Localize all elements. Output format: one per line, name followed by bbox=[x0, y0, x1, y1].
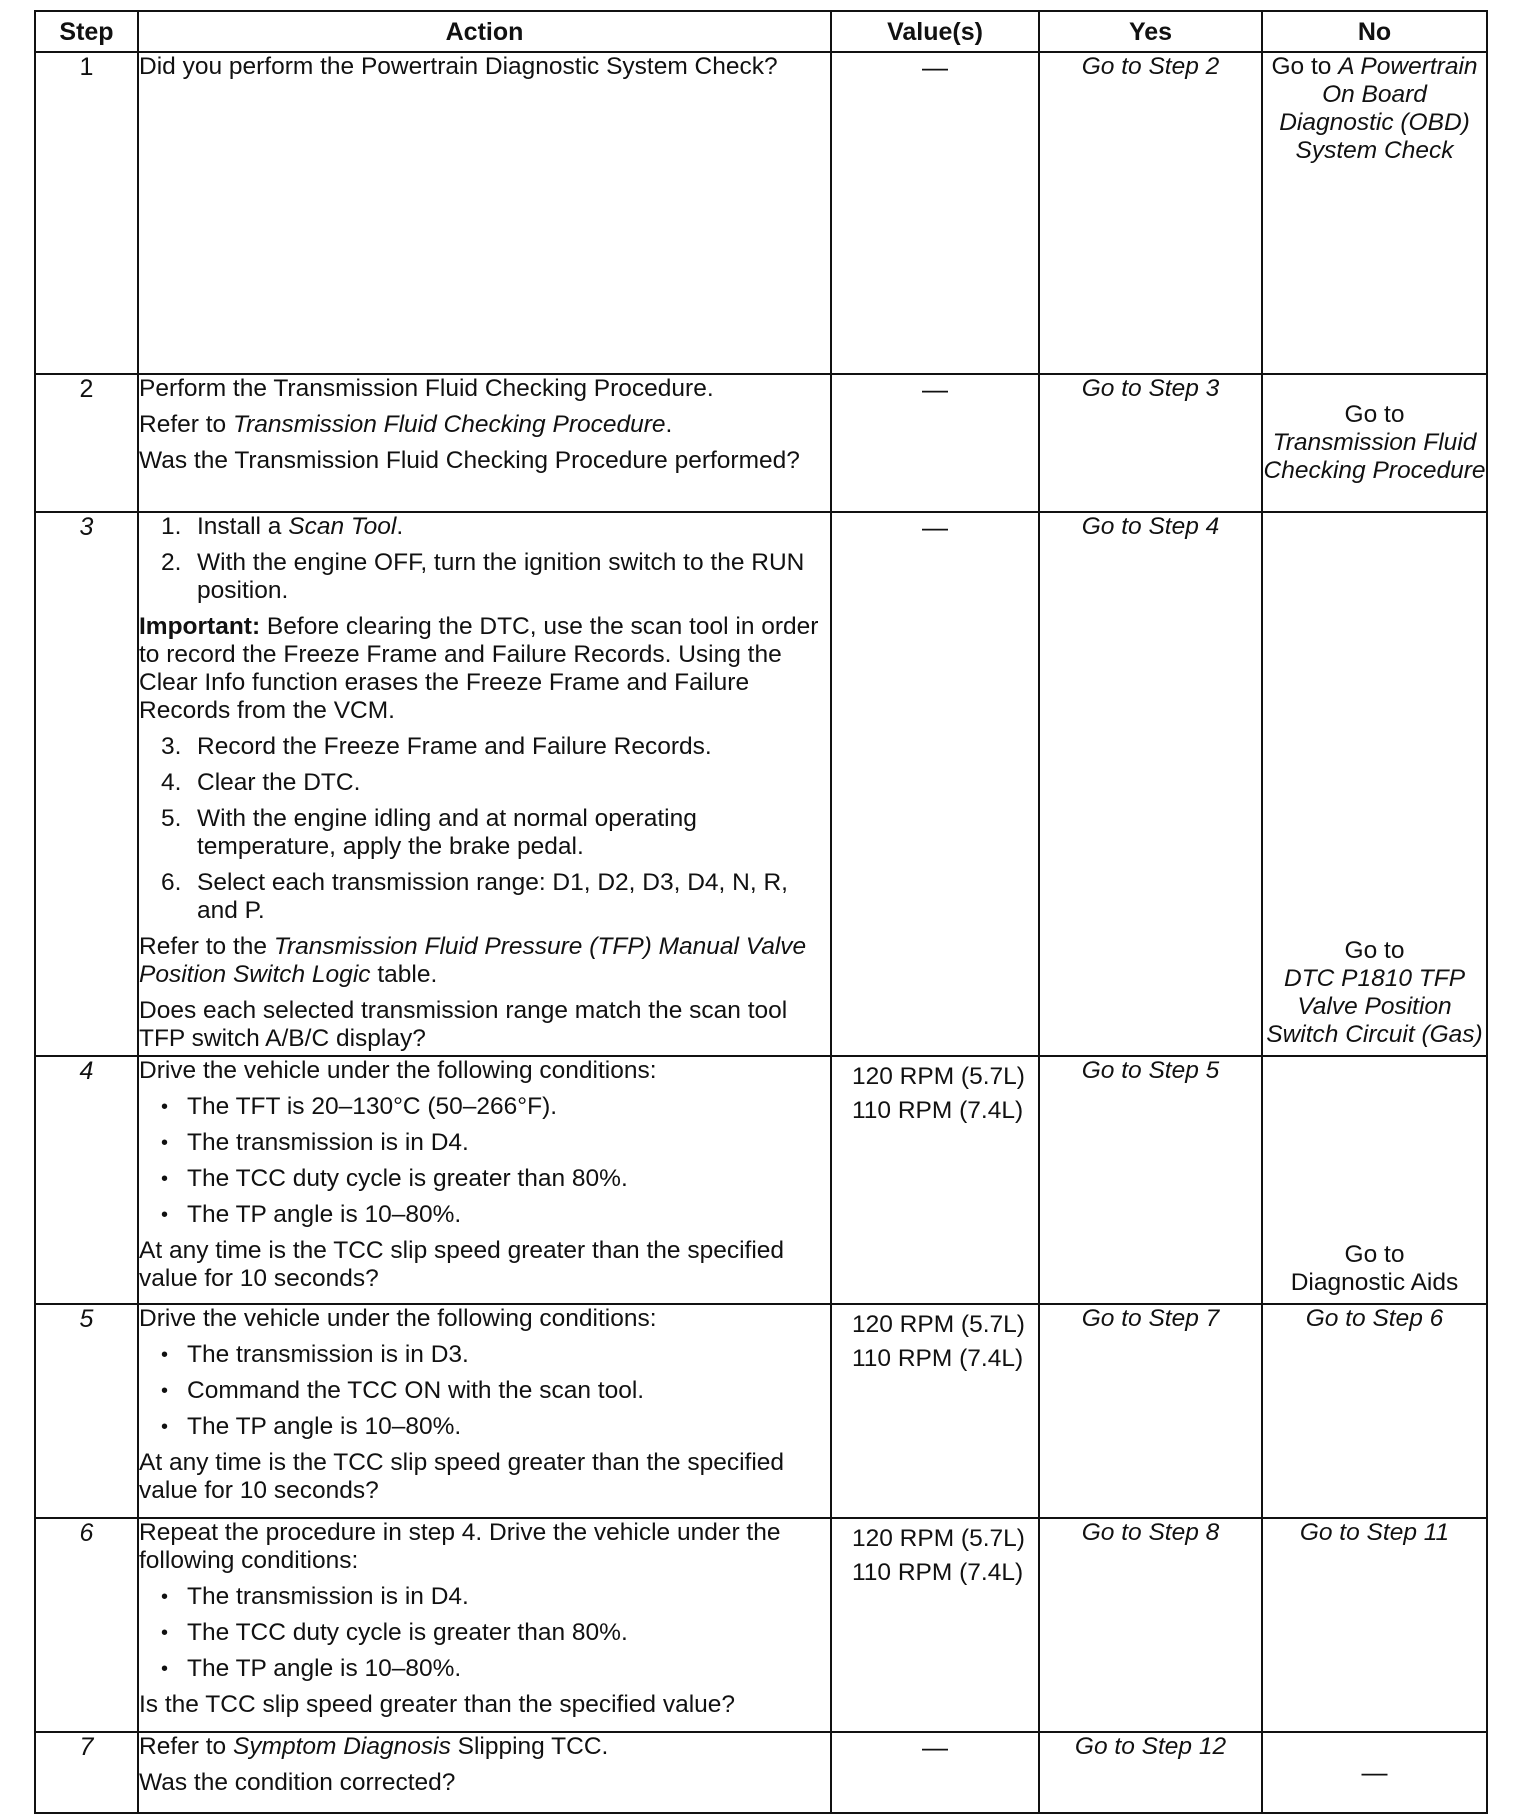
condition-list bbox=[139, 1093, 830, 1229]
value-text: — bbox=[922, 374, 948, 404]
action-question: Did you perform the Powertrain Diagnostic System Check? bbox=[139, 53, 778, 80]
important-note bbox=[139, 613, 830, 725]
action-cell bbox=[138, 374, 831, 512]
action-cell bbox=[138, 512, 831, 1056]
action-question: At any time is the TCC slip speed greater than the specified value for 10 seconds? bbox=[139, 1449, 785, 1504]
no-cell bbox=[1262, 1056, 1487, 1304]
no-prefix: Go to bbox=[1344, 1241, 1405, 1268]
ref-suffix: . bbox=[665, 411, 673, 438]
no-target: Diagnostic Aids bbox=[1290, 1269, 1459, 1296]
bullet-icon: • bbox=[161, 1096, 169, 1118]
action-question: Was the Transmission Fluid Checking Procedure performed? bbox=[139, 447, 800, 474]
list-item bbox=[139, 513, 830, 541]
header-values: Value(s) bbox=[831, 11, 1039, 52]
ref-target[interactable]: Symptom Diagnosis bbox=[232, 1733, 451, 1760]
action-reference bbox=[139, 1733, 830, 1761]
ref-suffix: Slipping TCC. bbox=[450, 1733, 609, 1760]
action-question: Was the condition corrected? bbox=[139, 1769, 456, 1796]
list-item bbox=[139, 549, 830, 605]
no-cell bbox=[1262, 374, 1487, 512]
list-item bbox=[139, 769, 830, 797]
bullet-icon: • bbox=[161, 1344, 169, 1366]
action-intro: Drive the vehicle under the following conditions: bbox=[139, 1057, 657, 1084]
item-suffix: . bbox=[396, 513, 404, 540]
bullet-icon: • bbox=[161, 1586, 169, 1608]
ref-suffix: table. bbox=[370, 961, 438, 988]
list-item bbox=[139, 805, 830, 861]
item-text: With the engine OFF, turn the ignition switch to the RUN position. bbox=[197, 549, 805, 604]
no-link[interactable] bbox=[1264, 401, 1486, 484]
value-text: 120 RPM (5.7L) bbox=[852, 1525, 1025, 1552]
item-text: The transmission is in D3. bbox=[187, 1341, 469, 1368]
list-item bbox=[139, 869, 830, 925]
yes-cell bbox=[1039, 512, 1262, 1056]
header-yes: Yes bbox=[1039, 11, 1262, 52]
header-no: No bbox=[1262, 11, 1487, 52]
table-row bbox=[35, 374, 1487, 512]
value-cell bbox=[831, 1732, 1039, 1813]
value-text: 110 RPM (7.4L) bbox=[852, 1559, 1024, 1586]
list-item bbox=[139, 1619, 830, 1647]
no-link[interactable] bbox=[1271, 53, 1477, 164]
procedure-list bbox=[139, 513, 830, 605]
no-target: A Powertrain On Board Diagnostic (OBD) System Check bbox=[1279, 53, 1478, 164]
ref-prefix: Refer to the bbox=[139, 933, 274, 960]
list-item bbox=[139, 1655, 830, 1683]
yes-link[interactable]: Go to Step 5 bbox=[1081, 1057, 1220, 1084]
value-cell bbox=[831, 1056, 1039, 1304]
item-ref[interactable]: Scan Tool bbox=[288, 513, 397, 540]
yes-cell bbox=[1039, 1056, 1262, 1304]
no-cell bbox=[1262, 52, 1487, 374]
list-item bbox=[139, 1413, 830, 1441]
value-text: 120 RPM (5.7L) bbox=[852, 1063, 1025, 1090]
item-text: Command the TCC ON with the scan tool. bbox=[187, 1377, 645, 1404]
action-cell bbox=[138, 52, 831, 374]
yes-link[interactable]: Go to Step 8 bbox=[1081, 1519, 1220, 1546]
no-cell bbox=[1262, 1518, 1487, 1732]
action-intro: Repeat the procedure in step 4. Drive the vehicle under the following conditions: bbox=[139, 1519, 781, 1574]
ref-prefix: Refer to bbox=[139, 411, 233, 438]
value-text: — bbox=[922, 52, 948, 82]
table-row bbox=[35, 1304, 1487, 1518]
step-number: 6 bbox=[35, 1518, 138, 1732]
item-text: The TCC duty cycle is greater than 80%. bbox=[187, 1165, 628, 1192]
list-item bbox=[139, 1341, 830, 1369]
action-cell bbox=[138, 1304, 831, 1518]
value-cell bbox=[831, 1304, 1039, 1518]
value-text: — bbox=[922, 1732, 948, 1762]
bullet-icon: • bbox=[161, 1622, 169, 1644]
list-item bbox=[139, 1093, 830, 1121]
ref-target[interactable]: Transmission Fluid Checking Procedure bbox=[232, 411, 666, 438]
condition-list bbox=[139, 1341, 830, 1441]
bullet-icon: • bbox=[161, 1658, 169, 1680]
action-cell bbox=[138, 1056, 831, 1304]
bullet-icon: • bbox=[161, 1168, 169, 1190]
no-target: Transmission Fluid Checking Procedure bbox=[1263, 429, 1486, 484]
yes-link[interactable]: Go to Step 2 bbox=[1081, 53, 1220, 80]
no-text: — bbox=[1361, 1756, 1388, 1787]
list-item bbox=[139, 1165, 830, 1193]
header-action: Action bbox=[138, 11, 831, 52]
step-number: 2 bbox=[35, 374, 138, 512]
item-text: The transmission is in D4. bbox=[187, 1129, 469, 1156]
item-text: The TFT is 20–130°C (50–266°F). bbox=[187, 1093, 558, 1120]
item-number: 2. bbox=[161, 549, 182, 576]
no-cell bbox=[1262, 512, 1487, 1056]
no-prefix: Go to bbox=[1344, 401, 1405, 428]
action-intro: Drive the vehicle under the following conditions: bbox=[139, 1305, 657, 1332]
step-number: 1 bbox=[35, 52, 138, 374]
action-line: Perform the Transmission Fluid Checking Procedure. bbox=[139, 375, 714, 402]
table-row bbox=[35, 52, 1487, 374]
value-text: 110 RPM (7.4L) bbox=[852, 1345, 1024, 1372]
no-prefix: Go to bbox=[1271, 53, 1339, 80]
no-cell bbox=[1262, 1732, 1487, 1813]
no-cell bbox=[1262, 1304, 1487, 1518]
yes-cell bbox=[1039, 52, 1262, 374]
item-text: Clear the DTC. bbox=[197, 769, 361, 796]
no-prefix: Go to bbox=[1344, 937, 1405, 964]
list-item bbox=[139, 1129, 830, 1157]
yes-cell bbox=[1039, 1304, 1262, 1518]
item-text: Select each transmission range: D1, D2, D3, D4, N, R, and P. bbox=[197, 869, 788, 924]
yes-link[interactable]: Go to Step 4 bbox=[1081, 513, 1220, 540]
action-question: Is the TCC slip speed greater than the specified value? bbox=[139, 1691, 736, 1718]
item-text: Record the Freeze Frame and Failure Records. bbox=[197, 733, 712, 760]
value-text: 120 RPM (5.7L) bbox=[852, 1311, 1025, 1338]
item-number: 1. bbox=[161, 513, 182, 540]
action-question: Does each selected transmission range match the scan tool TFP switch A/B/C display? bbox=[139, 997, 788, 1052]
value-cell bbox=[831, 1518, 1039, 1732]
no-link[interactable] bbox=[1266, 937, 1482, 1048]
bullet-icon: • bbox=[161, 1132, 169, 1154]
table-row bbox=[35, 1732, 1487, 1813]
step-number: 7 bbox=[35, 1732, 138, 1813]
table-row bbox=[35, 1056, 1487, 1304]
item-text: The TP angle is 10–80%. bbox=[187, 1413, 462, 1440]
table-row bbox=[35, 512, 1487, 1056]
no-target: DTC P1810 TFP Valve Position Switch Circuit (Gas) bbox=[1266, 965, 1483, 1048]
no-link[interactable] bbox=[1291, 1241, 1459, 1296]
item-text: The TCC duty cycle is greater than 80%. bbox=[187, 1619, 628, 1646]
yes-link[interactable]: Go to Step 3 bbox=[1081, 375, 1220, 402]
bullet-icon: • bbox=[161, 1380, 169, 1402]
item-number: 5. bbox=[161, 805, 182, 832]
diagnostic-table bbox=[34, 10, 1488, 1814]
step-number: 3 bbox=[35, 512, 138, 1056]
ref-target[interactable]: Transmission Fluid Pressure (TFP) Manual Valve Position Switch Logic bbox=[139, 933, 807, 988]
ref-prefix: Refer to bbox=[139, 1733, 233, 1760]
item-text: The TP angle is 10–80%. bbox=[187, 1655, 462, 1682]
list-item bbox=[139, 733, 830, 761]
list-item bbox=[139, 1201, 830, 1229]
item-number: 4. bbox=[161, 769, 182, 796]
important-text: Before clearing the DTC, use the scan tool in order to record the Freeze Frame and Failure Records. Using the Clear Info function erases the Freeze Frame and Failure Records from the VCM. bbox=[139, 613, 819, 724]
yes-link[interactable]: Go to Step 12 bbox=[1074, 1733, 1227, 1760]
action-question: At any time is the TCC slip speed greater than the specified value for 10 seconds? bbox=[139, 1237, 785, 1292]
item-text: The TP angle is 10–80%. bbox=[187, 1201, 462, 1228]
header-row bbox=[35, 11, 1487, 52]
action-cell bbox=[138, 1732, 831, 1813]
yes-cell bbox=[1039, 374, 1262, 512]
item-number: 6. bbox=[161, 869, 182, 896]
value-cell bbox=[831, 52, 1039, 374]
item-text: With the engine idling and at normal operating temperature, apply the brake pedal. bbox=[197, 805, 697, 860]
no-link[interactable]: Go to Step 6 bbox=[1305, 1305, 1444, 1332]
yes-cell bbox=[1039, 1518, 1262, 1732]
item-number: 3. bbox=[161, 733, 182, 760]
bullet-icon: • bbox=[161, 1416, 169, 1438]
action-cell bbox=[138, 1518, 831, 1732]
item-text: Install a bbox=[197, 513, 289, 540]
bullet-icon: • bbox=[161, 1204, 169, 1226]
no-link[interactable]: Go to Step 11 bbox=[1299, 1519, 1450, 1546]
table-row bbox=[35, 1518, 1487, 1732]
important-label: Important: bbox=[139, 613, 261, 640]
condition-list bbox=[139, 1583, 830, 1683]
action-reference bbox=[139, 933, 830, 989]
step-number: 5 bbox=[35, 1304, 138, 1518]
yes-link[interactable]: Go to Step 7 bbox=[1081, 1305, 1220, 1332]
item-text: The transmission is in D4. bbox=[187, 1583, 469, 1610]
procedure-list bbox=[139, 733, 830, 925]
list-item bbox=[139, 1583, 830, 1611]
list-item bbox=[139, 1377, 830, 1405]
value-text: 110 RPM (7.4L) bbox=[852, 1097, 1024, 1124]
yes-cell bbox=[1039, 1732, 1262, 1813]
header-step: Step bbox=[35, 11, 138, 52]
value-cell bbox=[831, 512, 1039, 1056]
action-reference bbox=[139, 411, 830, 439]
step-number: 4 bbox=[35, 1056, 138, 1304]
value-text: — bbox=[922, 512, 948, 542]
value-cell bbox=[831, 374, 1039, 512]
